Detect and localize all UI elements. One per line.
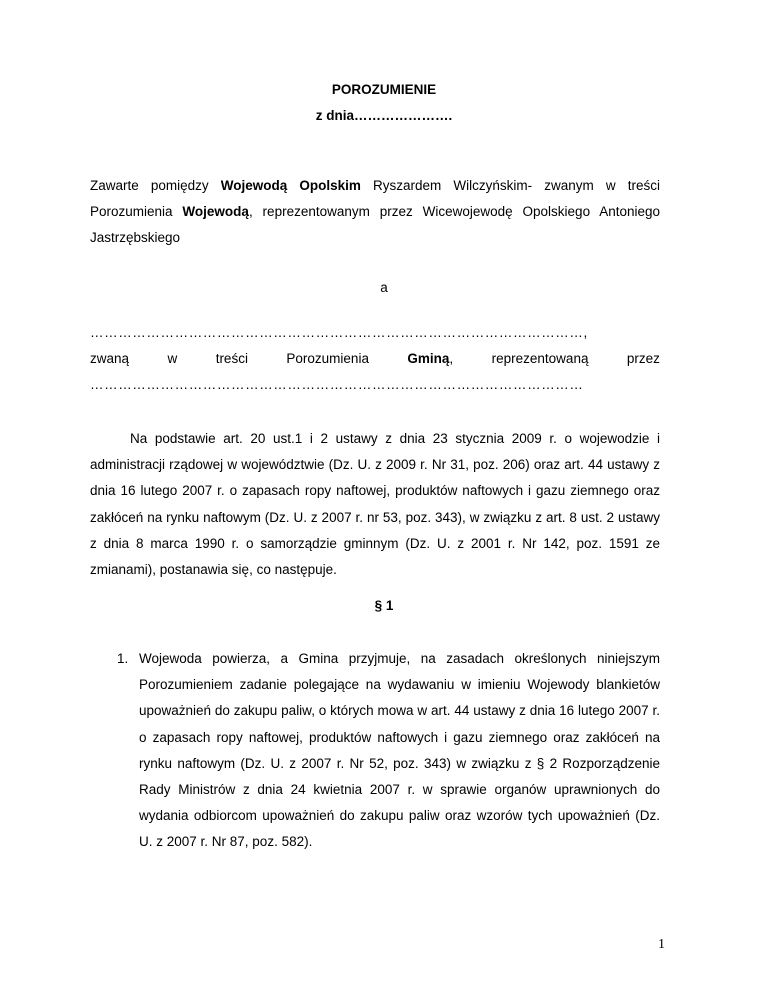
parties-text: , reprezentowanym przez Wicewojewodę Opolskiego Antoniego Jastrzębskiego	[90, 204, 661, 246]
row-word: Porozumienia	[286, 351, 369, 366]
legal-basis-paragraph: Na podstawie art. 20 ust.1 i 2 ustawy z dnia 23 stycznia 2009 r. o wojewodzie i administracji rządowej w województwie (Dz. U. z 2009 r. Nr 31, poz. 206) oraz art. 44 ustawy z dnia 16 lutego 2007 r. o zapasach ropy naftowej, produktów naftowych i gazu ziemnego oraz zakłóceń na rynku naftowym (Dz. U. z 2007 r. nr 53, poz. 343), w związku z art. 8 ust. 2 ustawy z dnia 8 marca 1990 r. o samorządzie gminnym (Dz. U. z 2001 r. Nr 142, poz. 1591 ze zmianami), postanawia się, co następuje.	[90, 431, 660, 578]
conjunction-a: a	[380, 280, 388, 295]
page-number: 1	[658, 937, 665, 952]
document-date-line: z dnia………………….	[315, 108, 453, 123]
list-item-text: Wojewoda powierza, a Gmina przyjmuje, na zasadach określonych niniejszym Porozumieniem zadanie polegające na wydawaniu w imieniu Wojewody blankietów upoważnień do zakupu paliw, o których mowa w art. 44 ustawy z dnia 16 lutego 2007 r. o zapasach ropy naftowej, produktów naftowych i gazu ziemnego oraz zakłóceń na rynku naftowym (Dz. U. z 2007 r. Nr 52, poz. 343) w związku z § 2 Rozporządzenie Rady Ministrów z dnia 24 kwietnia 2007 r. w sprawie organów uprawnionych do wydania odbiorcom upoważnień do zakupu paliw oraz wzorów tych upoważnień (Dz. U. z 2007 r. Nr 87, poz. 582).	[139, 651, 660, 850]
parties-text: Ryszardem Wilczyńskim- zwanym w treści Porozumienia	[90, 178, 660, 220]
party-voivode-alias: Wojewodą	[182, 204, 249, 220]
list-item-number: 1.	[117, 651, 129, 666]
section-heading: § 1	[374, 598, 394, 613]
row-word: treści	[215, 351, 248, 366]
blank-line-representative: ……………………………………………………………………………………………	[90, 377, 584, 392]
row-word: przez	[626, 351, 660, 366]
parties-text: Zawarte pomiędzy	[90, 178, 221, 193]
document-title: POROZUMIENIE	[331, 82, 437, 97]
list-item	[117, 646, 660, 856]
blank-line-municipality: ……………………………………………………………………………………………,	[90, 325, 588, 340]
municipality-alias-row	[90, 351, 660, 366]
row-word: reprezentowaną	[491, 351, 589, 366]
parties-paragraph	[90, 173, 660, 252]
row-word-gmina	[407, 351, 453, 366]
row-comma: ,	[449, 351, 454, 366]
party-voivode-name: Wojewodą Opolskim	[220, 178, 361, 193]
party-municipality-alias: Gminą	[407, 351, 450, 366]
row-word: zwaną	[90, 351, 130, 366]
row-word: w	[167, 351, 178, 366]
